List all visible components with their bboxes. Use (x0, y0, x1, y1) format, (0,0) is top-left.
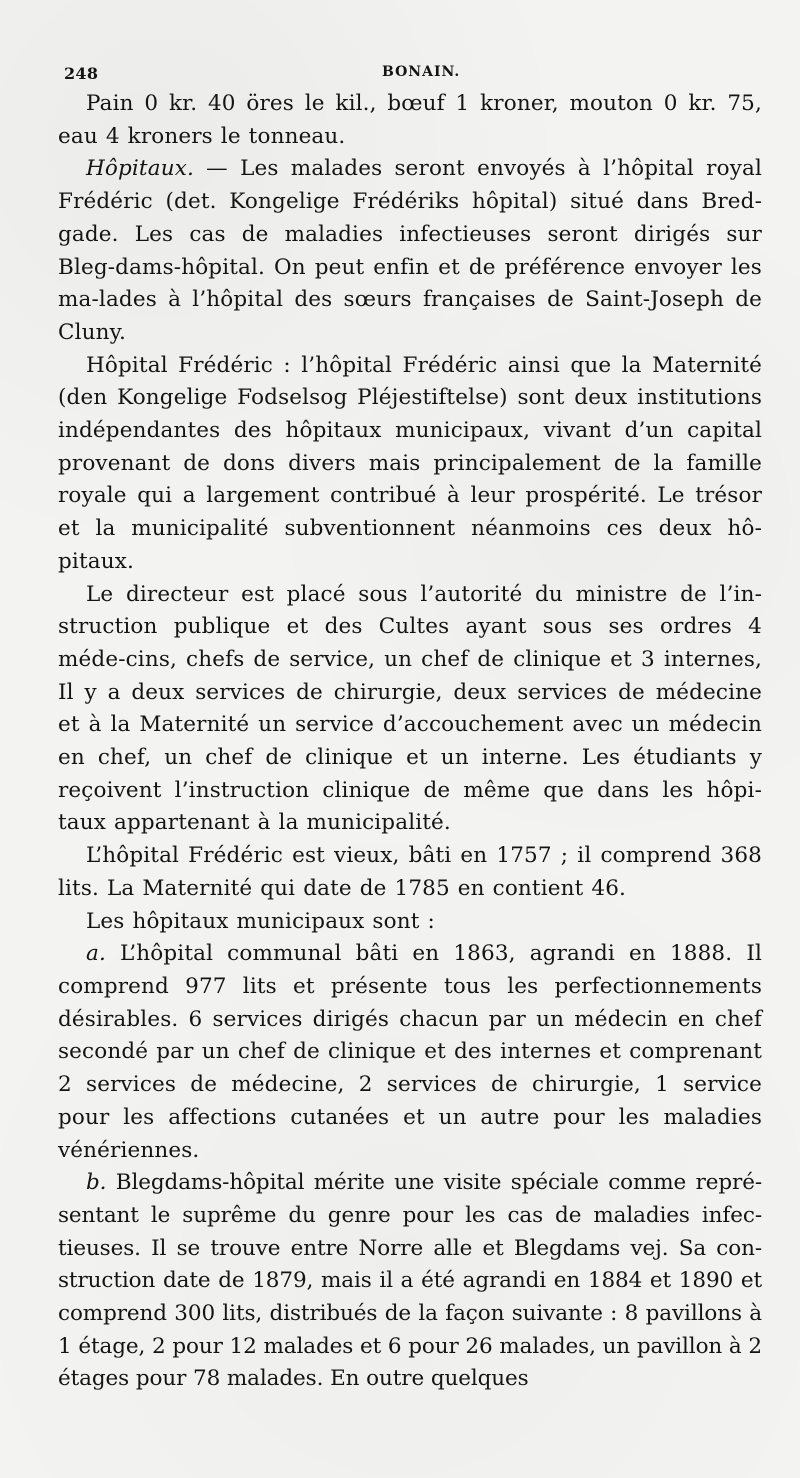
paragraph-frederic-history: L’hôpital Frédéric est vieux, bâti en 1757 ; il comprend 368 lits. La Maternité qui date de 1785 en contient 46. (58, 843, 762, 901)
paragraph-municipal-hospitals: Les hôpitaux municipaux sont : (86, 908, 435, 934)
page-header (58, 56, 762, 83)
paragraph-hospitals-intro (58, 153, 762, 349)
paragraph-director: Le directeur est placé sous l’autorité du ministre de l’in-struction publique et des Cultes ayant sous ses ordres 4 méde-cins, chefs de service, un chef de clinique et 3 internes, Il y a deux services de chirurgie, deux services de médecine et à la Maternité un service d’accouchement avec un médecin en chef, un chef de clinique et un interne. Les étudiants y reçoivent l’instruction clinique de même que dans les hôpi-taux appartenant à la municipalité. (58, 581, 762, 836)
item-b-text: Blegdams-hôpital mérite une visite spéciale comme repré-sentant le suprême du genre pour les cas de maladies infec-tieuses. Il se trouve entre Norre alle et Blegdams vej. Sa con-struction date de 1879, mais il a été agrandi en 1884 et 1890 et comprend 300 lits, distribués de la façon suivante : 8 pavillons à 1 étage, 2 pour 12 malades et 6 pour 26 malades, un pavillon à 2 étages pour 78 malades. En outre quelques (58, 1170, 762, 1392)
paragraph-item-a (58, 938, 762, 1167)
item-a-text: L’hôpital communal bâti en 1863, agrandi en 1888. Il comprend 977 lits et présente tous les perfectionnements désirables. 6 services dirigés chacun par un médecin en chef secondé par un chef de clinique et des internes et comprenant 2 services de médecine, 2 services de chirurgie, 1 service pour les affections cutanées et un autre pour les maladies vénériennes. (58, 941, 762, 1163)
paragraph-prices: Pain 0 kr. 40 öres le kil., bœuf 1 kroner, mouton 0 kr. 75, eau 4 kroners le tonneau. (58, 91, 762, 149)
page-number: 248 (64, 64, 99, 83)
paragraph-item-b (58, 1167, 762, 1396)
running-head: BONAIN. (382, 64, 461, 80)
paragraph-frederic-hospital: Hôpital Frédéric : l’hôpital Frédéric ainsi que la Maternité (den Kongelige Fodselsog Pléjestiftelse) sont deux institutions indépendantes des hôpitaux municipaux, vivant d’un capital provenant de dons divers mais principalement de la famille royale qui a largement contribué à leur prospérité. Le trésor et la municipalité subventionnent néanmoins ces deux hô-pitaux. (58, 352, 762, 574)
section-text-hospitals: — Les malades seront envoyés à l’hôpital royal Frédéric (det. Kongelige Frédériks hôpital) situé dans Bred-gade. Les cas de maladies infectieuses seront dirigés sur Bleg-dams-hôpital. On peut enfin et de préférence envoyer les ma-lades à l’hôpital des sœurs françaises de Saint-Joseph de Cluny. (58, 156, 762, 345)
item-a-label: a. (86, 941, 106, 967)
section-label-hospitals: Hôpitaux. (86, 156, 194, 182)
item-b-label: b. (86, 1170, 107, 1196)
page-text (58, 88, 762, 1396)
